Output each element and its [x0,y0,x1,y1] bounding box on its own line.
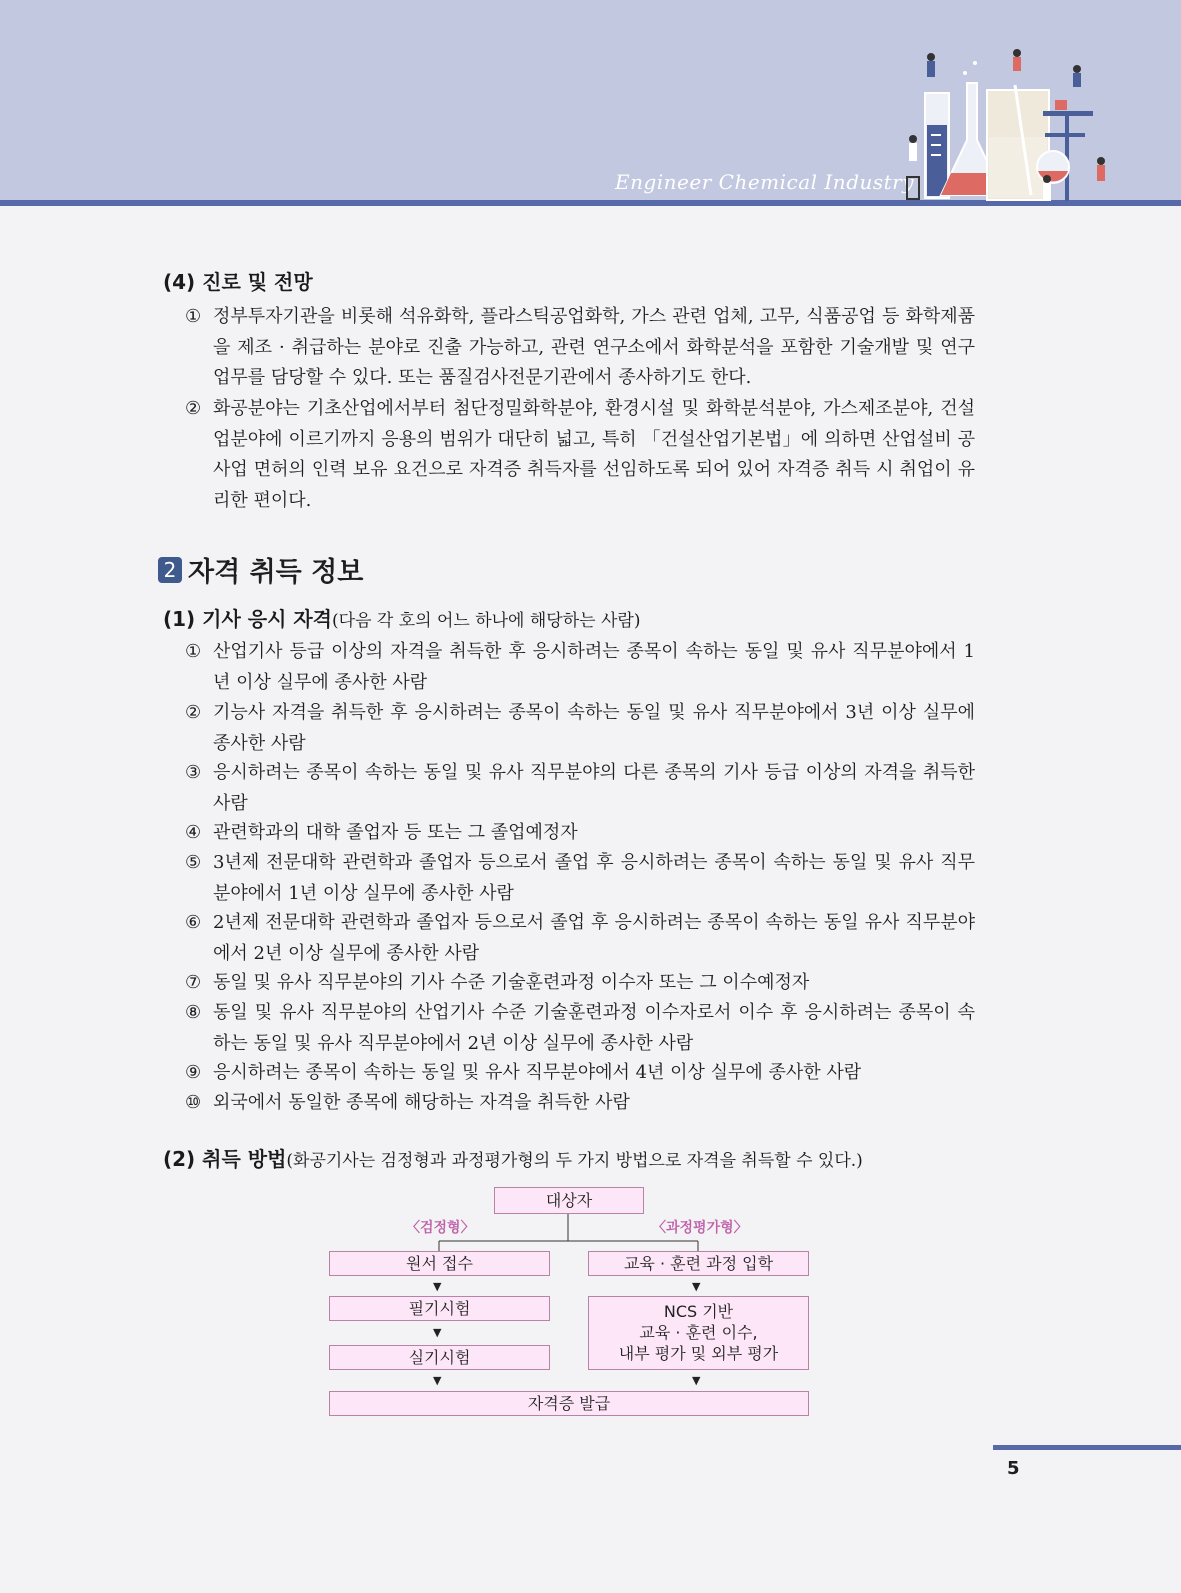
item-number: ⑦ [185,972,202,993]
item-number: ⑥ [185,912,202,933]
flow-arrow: ▼ [692,1374,701,1387]
flow-step-written-exam: 필기시험 [329,1296,550,1321]
item-text: 동일 및 유사 직무분야의 산업기사 수준 기술훈련과정 이수자로서 이수 후 응시하려는 종목이 속하는 동일 및 유사 직무분야에서 2년 이상 실무에 종사한 사람 [213,1002,975,1054]
section-title-text: 자격 취득 정보 [188,557,364,588]
sub-2-heading-note: (화공기사는 검정형과 과정평가형의 두 가지 방법으로 자격을 취득할 수 있다.) [286,1151,863,1171]
section-4-heading: (4) 진로 및 전망 [163,270,313,294]
sub-1-heading-note: (다음 각 호의 어느 하나에 해당하는 사람) [332,611,641,631]
page-number: 5 [1007,1458,1020,1479]
flow-step-practical-exam: 실기시험 [329,1345,550,1370]
flow-left-tag: 〈검정형〉 [406,1220,475,1236]
header-title: Engineer Chemical Industry [615,170,915,194]
sub-2-heading-text: (2) 취득 방법 [163,1147,287,1171]
item-number: ② [185,702,202,723]
item-number: ① [185,306,202,327]
flow-step-line: NCS 기반 [663,1302,734,1321]
flow-arrow: ▼ [433,1280,442,1293]
sub-1-heading-text: (1) 기사 응시 자격 [163,607,333,631]
flow-step-line: 내부 평가 및 외부 평가 [618,1344,779,1363]
flow-step-certificate-issued: 자격증 발급 [329,1391,809,1416]
item-text: 동일 및 유사 직무분야의 기사 수준 기술훈련과정 이수자 또는 그 이수예정자 [213,972,810,993]
item-text: 응시하려는 종목이 속하는 동일 및 유사 직무분야에서 4년 이상 실무에 종사한 사람 [213,1062,862,1083]
flow-arrow: ▼ [692,1280,701,1293]
item-text: 기능사 자격을 취득한 후 응시하려는 종목이 속하는 동일 및 유사 직무분야에서 3년 이상 실무에 종사한 사람 [213,702,975,754]
flow-step-line: 교육 · 훈련 이수, [639,1323,758,1342]
item-text: 응시하려는 종목이 속하는 동일 및 유사 직무분야의 다른 종목의 기사 등급 이상의 자격을 취득한 사람 [213,762,975,814]
item-text: 산업기사 등급 이상의 자격을 취득한 후 응시하려는 종목이 속하는 동일 및 유사 직무분야에서 1년 이상 실무에 종사한 사람 [213,641,975,693]
flow-arrow: ▼ [433,1326,442,1339]
item-number: ③ [185,762,202,783]
item-number: ⑤ [185,852,202,873]
flow-step-enroll-training: 교육 · 훈련 과정 입학 [588,1251,809,1276]
item-text: 화공분야는 기초산업에서부터 첨단정밀화학분야, 환경시설 및 화학분석분야, 가스제조분야, 건설업분야에 이르기까지 응용의 범위가 대단히 넓고, 특히 「건설산업기본법」에 의하면 산업설비 공사업 면허의 인력 보유 요건으로 자격증 취득자를 선임하도록 되어 있어 자격증 취득 시 취업이 유리한 편이다. [213,398,975,511]
flow-step-ncs-evaluation [588,1296,809,1370]
item-number: ① [185,641,202,662]
item-number: ⑩ [185,1092,202,1113]
item-text: 2년제 전문대학 관련학과 졸업자 등으로서 졸업 후 응시하려는 종목이 속하는 동일 유사 직무분야에서 2년 이상 실무에 종사한 사람 [213,912,975,964]
flow-target-box: 대상자 [494,1187,644,1214]
item-number: ⑧ [185,1002,202,1023]
item-text: 외국에서 동일한 종목에 해당하는 자격을 취득한 사람 [213,1092,630,1113]
item-text: 3년제 전문대학 관련학과 졸업자 등으로서 졸업 후 응시하려는 종목이 속하는 동일 및 유사 직무분야에서 1년 이상 실무에 종사한 사람 [213,852,975,904]
flow-arrow: ▼ [433,1374,442,1387]
item-number: ② [185,398,202,419]
page-number-rule [993,1445,1181,1450]
item-text: 정부투자기관을 비롯해 석유화학, 플라스틱공업화학, 가스 관련 업체, 고무, 식품공업 등 화학제품을 제조 · 취급하는 분야로 진출 가능하고, 관련 연구소에서 화학분석을 포함한 기술개발 및 연구 업무를 담당할 수 있다. 또는 품질검사전문기관에서 종사하기도 한다. [213,306,975,388]
section-number-badge: 2 [158,557,182,583]
flow-step-application: 원서 접수 [329,1251,550,1276]
item-text: 관련학과의 대학 졸업자 등 또는 그 졸업예정자 [213,822,578,843]
item-number: ⑨ [185,1062,202,1083]
item-number: ④ [185,822,202,843]
flow-right-tag: 〈과정평가형〉 [652,1220,748,1236]
